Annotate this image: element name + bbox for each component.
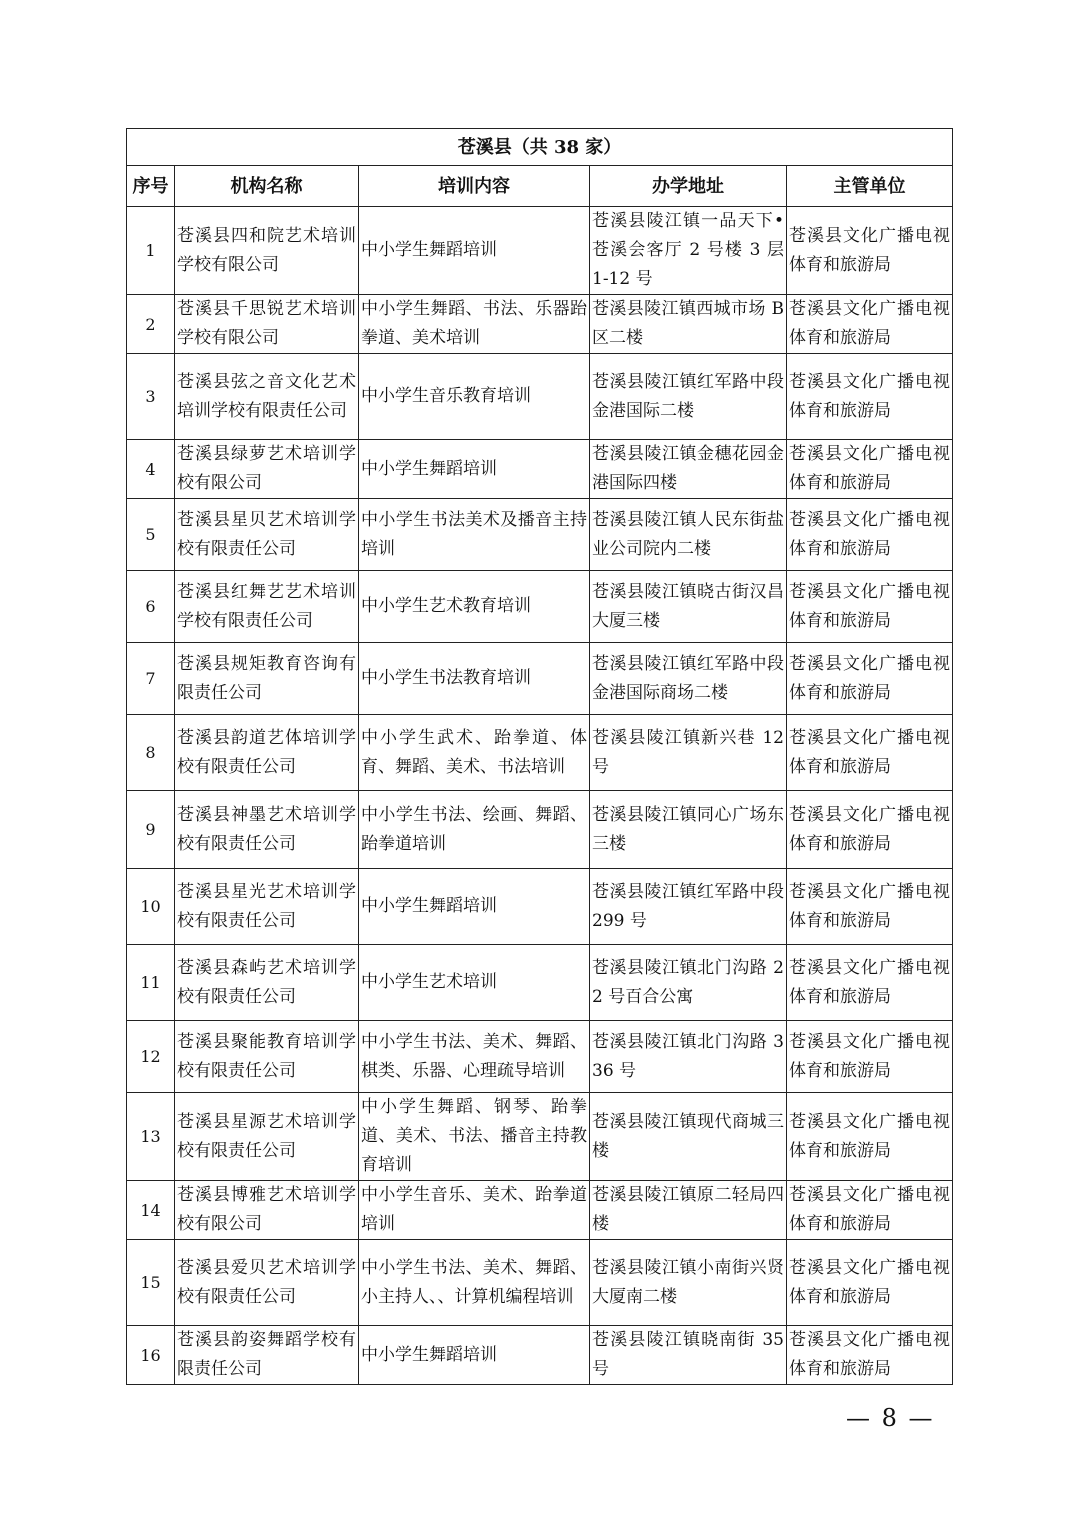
cell-content: 中小学生音乐教育培训 bbox=[359, 354, 590, 440]
cell-content: 中小学生舞蹈、书法、乐器跆拳道、美术培训 bbox=[359, 295, 590, 354]
institution-table bbox=[126, 128, 953, 1385]
cell-address: 苍溪县陵江镇西城市场 B 区二楼 bbox=[590, 295, 787, 354]
cell-serial: 12 bbox=[127, 1021, 175, 1093]
table-row bbox=[127, 869, 953, 945]
cell-address: 苍溪县陵江镇晓南街 35 号 bbox=[590, 1326, 787, 1385]
cell-name: 苍溪县神墨艺术培训学校有限责任公司 bbox=[175, 791, 359, 869]
cell-name: 苍溪县四和院艺术培训学校有限公司 bbox=[175, 207, 359, 295]
cell-name: 苍溪县星源艺术培训学校有限责任公司 bbox=[175, 1093, 359, 1181]
cell-content: 中小学生音乐、美术、跆拳道培训 bbox=[359, 1181, 590, 1240]
cell-serial: 10 bbox=[127, 869, 175, 945]
table-row bbox=[127, 643, 953, 715]
cell-name: 苍溪县星贝艺术培训学校有限责任公司 bbox=[175, 499, 359, 571]
cell-content: 中小学生书法、美术、舞蹈、小主持人、、计算机编程培训 bbox=[359, 1240, 590, 1326]
header-name: 机构名称 bbox=[175, 166, 359, 207]
cell-content: 中小学生书法美术及播音主持培训 bbox=[359, 499, 590, 571]
table-title: 苍溪县（共 38 家） bbox=[127, 129, 953, 166]
table-row bbox=[127, 791, 953, 869]
cell-content: 中小学生书法、美术、舞蹈、棋类、乐器、心理疏导培训 bbox=[359, 1021, 590, 1093]
cell-dept: 苍溪县文化广播电视体育和旅游局 bbox=[787, 295, 953, 354]
cell-content: 中小学生艺术培训 bbox=[359, 945, 590, 1021]
cell-serial: 16 bbox=[127, 1326, 175, 1385]
table-row bbox=[127, 354, 953, 440]
cell-name: 苍溪县韵道艺体培训学校有限责任公司 bbox=[175, 715, 359, 791]
table-row bbox=[127, 945, 953, 1021]
table-row bbox=[127, 1181, 953, 1240]
cell-address: 苍溪县陵江镇北门沟路 336 号 bbox=[590, 1021, 787, 1093]
table-row bbox=[127, 715, 953, 791]
cell-serial: 11 bbox=[127, 945, 175, 1021]
cell-name: 苍溪县弦之音文化艺术培训学校有限责任公司 bbox=[175, 354, 359, 440]
table-row bbox=[127, 440, 953, 499]
table-row bbox=[127, 207, 953, 295]
cell-serial: 9 bbox=[127, 791, 175, 869]
cell-content: 中小学生舞蹈培训 bbox=[359, 869, 590, 945]
cell-content: 中小学生武术、跆拳道、体育、舞蹈、美术、书法培训 bbox=[359, 715, 590, 791]
cell-name: 苍溪县红舞艺艺术培训学校有限责任公司 bbox=[175, 571, 359, 643]
cell-content: 中小学生书法教育培训 bbox=[359, 643, 590, 715]
header-address: 办学地址 bbox=[590, 166, 787, 207]
cell-dept: 苍溪县文化广播电视体育和旅游局 bbox=[787, 1021, 953, 1093]
cell-address: 苍溪县陵江镇晓古街汉昌大厦三楼 bbox=[590, 571, 787, 643]
cell-address: 苍溪县陵江镇人民东街盐业公司院内二楼 bbox=[590, 499, 787, 571]
cell-serial: 3 bbox=[127, 354, 175, 440]
table-title-row bbox=[127, 129, 953, 166]
cell-content: 中小学生舞蹈培训 bbox=[359, 440, 590, 499]
cell-name: 苍溪县爱贝艺术培训学校有限责任公司 bbox=[175, 1240, 359, 1326]
cell-dept: 苍溪县文化广播电视体育和旅游局 bbox=[787, 643, 953, 715]
cell-name: 苍溪县聚能教育培训学校有限责任公司 bbox=[175, 1021, 359, 1093]
cell-content: 中小学生艺术教育培训 bbox=[359, 571, 590, 643]
table-row bbox=[127, 499, 953, 571]
table-row bbox=[127, 571, 953, 643]
cell-dept: 苍溪县文化广播电视体育和旅游局 bbox=[787, 1093, 953, 1181]
cell-serial: 6 bbox=[127, 571, 175, 643]
cell-serial: 8 bbox=[127, 715, 175, 791]
cell-dept: 苍溪县文化广播电视体育和旅游局 bbox=[787, 1181, 953, 1240]
cell-address: 苍溪县陵江镇小南街兴贤大厦南二楼 bbox=[590, 1240, 787, 1326]
cell-serial: 1 bbox=[127, 207, 175, 295]
table-header-row bbox=[127, 166, 953, 207]
cell-dept: 苍溪县文化广播电视体育和旅游局 bbox=[787, 945, 953, 1021]
header-serial: 序号 bbox=[127, 166, 175, 207]
cell-dept: 苍溪县文化广播电视体育和旅游局 bbox=[787, 207, 953, 295]
cell-content: 中小学生舞蹈培训 bbox=[359, 1326, 590, 1385]
cell-serial: 7 bbox=[127, 643, 175, 715]
cell-name: 苍溪县森屿艺术培训学校有限责任公司 bbox=[175, 945, 359, 1021]
cell-dept: 苍溪县文化广播电视体育和旅游局 bbox=[787, 869, 953, 945]
cell-address: 苍溪县陵江镇同心广场东三楼 bbox=[590, 791, 787, 869]
cell-serial: 4 bbox=[127, 440, 175, 499]
cell-address: 苍溪县陵江镇原二轻局四楼 bbox=[590, 1181, 787, 1240]
cell-name: 苍溪县千思锐艺术培训学校有限公司 bbox=[175, 295, 359, 354]
cell-address: 苍溪县陵江镇一品天下•苍溪会客厅 2 号楼 3 层 1-12 号 bbox=[590, 207, 787, 295]
cell-name: 苍溪县韵姿舞蹈学校有限责任公司 bbox=[175, 1326, 359, 1385]
table-row bbox=[127, 1326, 953, 1385]
cell-dept: 苍溪县文化广播电视体育和旅游局 bbox=[787, 1240, 953, 1326]
cell-content: 中小学生舞蹈、钢琴、跆拳道、美术、书法、播音主持教育培训 bbox=[359, 1093, 590, 1181]
cell-serial: 13 bbox=[127, 1093, 175, 1181]
cell-address: 苍溪县陵江镇红军路中段金港国际二楼 bbox=[590, 354, 787, 440]
cell-content: 中小学生书法、绘画、舞蹈、跆拳道培训 bbox=[359, 791, 590, 869]
table-row bbox=[127, 1240, 953, 1326]
cell-serial: 14 bbox=[127, 1181, 175, 1240]
cell-address: 苍溪县陵江镇金穗花园金港国际四楼 bbox=[590, 440, 787, 499]
table-row bbox=[127, 1093, 953, 1181]
cell-name: 苍溪县规矩教育咨询有限责任公司 bbox=[175, 643, 359, 715]
table-row bbox=[127, 1021, 953, 1093]
table-row bbox=[127, 295, 953, 354]
cell-dept: 苍溪县文化广播电视体育和旅游局 bbox=[787, 715, 953, 791]
cell-dept: 苍溪县文化广播电视体育和旅游局 bbox=[787, 354, 953, 440]
cell-address: 苍溪县陵江镇北门沟路 22 号百合公寓 bbox=[590, 945, 787, 1021]
header-content: 培训内容 bbox=[359, 166, 590, 207]
cell-address: 苍溪县陵江镇红军路中段金港国际商场二楼 bbox=[590, 643, 787, 715]
cell-dept: 苍溪县文化广播电视体育和旅游局 bbox=[787, 440, 953, 499]
cell-serial: 15 bbox=[127, 1240, 175, 1326]
cell-name: 苍溪县博雅艺术培训学校有限公司 bbox=[175, 1181, 359, 1240]
cell-dept: 苍溪县文化广播电视体育和旅游局 bbox=[787, 499, 953, 571]
cell-content: 中小学生舞蹈培训 bbox=[359, 207, 590, 295]
header-dept: 主管单位 bbox=[787, 166, 953, 207]
cell-name: 苍溪县星光艺术培训学校有限责任公司 bbox=[175, 869, 359, 945]
cell-address: 苍溪县陵江镇现代商城三楼 bbox=[590, 1093, 787, 1181]
cell-dept: 苍溪县文化广播电视体育和旅游局 bbox=[787, 791, 953, 869]
cell-dept: 苍溪县文化广播电视体育和旅游局 bbox=[787, 1326, 953, 1385]
cell-address: 苍溪县陵江镇红军路中段 299 号 bbox=[590, 869, 787, 945]
cell-dept: 苍溪县文化广播电视体育和旅游局 bbox=[787, 571, 953, 643]
cell-name: 苍溪县绿萝艺术培训学校有限公司 bbox=[175, 440, 359, 499]
page-number: — 8 — bbox=[846, 1404, 935, 1432]
cell-serial: 5 bbox=[127, 499, 175, 571]
cell-address: 苍溪县陵江镇新兴巷 12 号 bbox=[590, 715, 787, 791]
cell-serial: 2 bbox=[127, 295, 175, 354]
table-body bbox=[127, 207, 953, 1385]
